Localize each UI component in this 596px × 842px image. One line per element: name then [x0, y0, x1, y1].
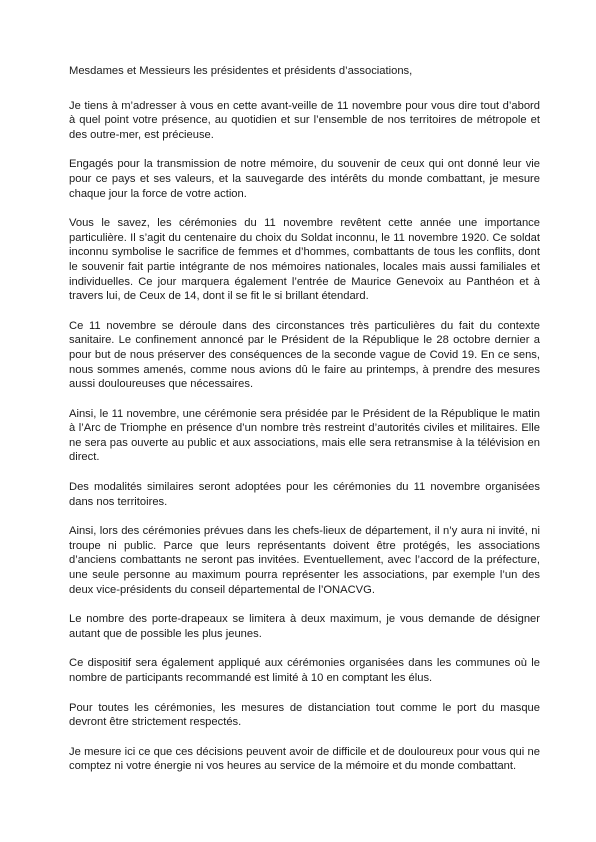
paragraph-closing: Je mesure ici ce que ces décisions peuvent avoir de difficile et de douloureux pour vous qui ne comptez ni votre énergie ni vos heures au service de la mémoire et du monde combattant.	[69, 745, 540, 773]
paragraph-territories: Des modalités similaires seront adoptées pour les cérémonies du 11 novembre organisées dans nos territoires.	[69, 481, 540, 508]
paragraph-arc-de-triomphe: Ainsi, le 11 novembre, une cérémonie sera présidée par le Président de la République le matin à l’Arc de Triomphe en présence d’un nombre très restreint d’autorités civiles et militaires. Elle ne sera pas ouverte au public et aux associations, mais elle sera retransmise à la télévision en direct.	[69, 407, 540, 464]
salutation: Mesdames et Messieurs les présidentes et présidents d’associations,	[69, 65, 413, 77]
letter-body	[69, 64, 540, 789]
paragraph-sanitary-context: Ce 11 novembre se déroule dans des circonstances très particulières du fait du contexte sanitaire. Le confinement annoncé par le Président de la République le 28 octobre dernier a pour but de nous préserver des conséquences de la seconde vague de Covid 19. En ce sens, nous sommes amenés, comme nous avions dû le faire au printemps, à prendre des mesures aussi douloureuses que nécessaires.	[69, 319, 540, 391]
paragraph-flag-bearers: Le nombre des porte-drapeaux se limitera à deux maximum, je vous demande de désigner autant que de possible les plus jeunes.	[69, 613, 540, 640]
paragraph-departmental-ceremonies: Ainsi, lors des cérémonies prévues dans les chefs-lieux de département, il n’y aura ni invité, ni troupe ni public. Parce que leurs représentants doivent être protégés, les associations d’anciens combattants ne seront pas invitées. Eventuellement, avec l’accord de la préfecture, une seule personne au maximum pourra représenter les associations, par exemple l’un des deux vice-présidents du conseil départemental de l’ONACVG.	[69, 525, 540, 596]
paragraph-communes: Ce dispositif sera également appliqué aux cérémonies organisées dans les communes où le nombre de participants recommandé est limité à 10 en comptant les élus.	[69, 657, 540, 684]
paragraph-distancing: Pour toutes les cérémonies, les mesures de distanciation tout comme le port du masque devront être strictement respectés.	[69, 701, 540, 729]
paragraph-centenary: Vous le savez, les cérémonies du 11 novembre revêtent cette année une importance particulière. Il s’agit du centenaire du choix du Soldat inconnu, le 11 novembre 1920. Ce soldat inconnu symbolise le sacrifice de femmes et d’hommes, combattants de tous les conflits, dont le souvenir fait partie intégrante de nos mémoires nationales, locales mais aussi familiales et individuelles. Ce jour marquera également l’entrée de Maurice Genevoix au Panthéon et à travers lui, de Ceux de 14, dont il se fit le si brillant étendard.	[69, 217, 540, 303]
paragraph-engagement: Engagés pour la transmission de notre mémoire, du souvenir de ceux qui ont donné leur vie pour ce pays et ses valeurs, et la sauvegarde des intérêts du monde combattant, je mesure chaque jour la force de votre action.	[69, 158, 540, 200]
paragraph-intro: Je tiens à m’adresser à vous en cette avant-veille de 11 novembre pour vous dire tout d’abord à quel point votre présence, au quotidien et sur l’ensemble de nos territoires de métropole et des outre-mer, est précieuse.	[69, 99, 540, 141]
